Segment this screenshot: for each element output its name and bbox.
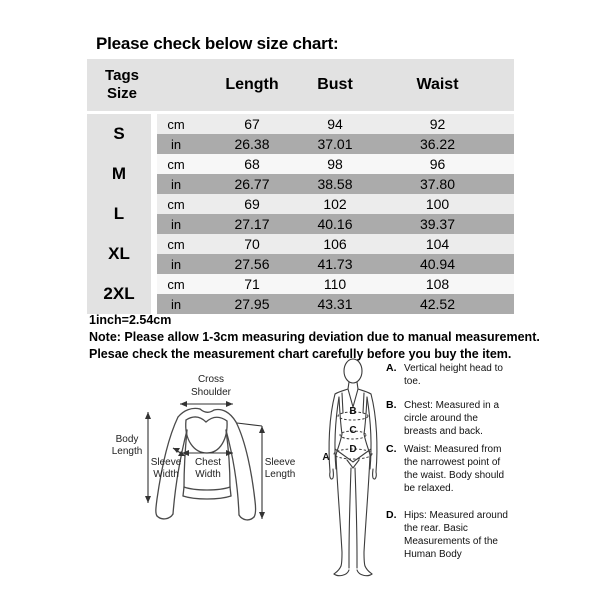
measurement-note-2: Plesae check the measurement chart carefully before you buy the item. (89, 347, 512, 361)
bust-cell: 110 (323, 276, 347, 292)
size-label-xl: XL (108, 244, 130, 263)
marker-d: D (349, 444, 357, 455)
unit-cell: cm (167, 196, 185, 212)
legend-item-b (386, 399, 518, 438)
body-measurement-diagram (316, 357, 396, 579)
waist-cell: 36.22 (419, 136, 456, 152)
unit-cell: in (170, 136, 182, 152)
table-row (157, 254, 514, 274)
bust-cell: 41.73 (317, 256, 353, 272)
length-cell: 27.95 (234, 296, 270, 312)
legend-item-c (386, 443, 518, 495)
header-waist: Waist (416, 76, 459, 93)
body-length-label: Length (111, 446, 143, 457)
length-cell: 26.77 (234, 176, 270, 192)
body-length-label: Body (115, 434, 139, 445)
cross-shoulder-label: Shoulder (190, 387, 232, 398)
length-cell: 27.56 (234, 256, 270, 272)
waist-cell: 39.37 (419, 216, 456, 232)
size-label-m: M (111, 164, 127, 183)
waist-cell: 96 (429, 156, 446, 172)
table-header (87, 59, 514, 111)
table-row (157, 174, 514, 194)
table-row (157, 154, 514, 174)
size-label-s: S (113, 124, 125, 143)
chest-width-arrow (182, 450, 233, 456)
length-cell: 70 (244, 236, 260, 252)
bust-cell: 94 (327, 116, 343, 132)
header-length: Length (225, 76, 279, 93)
unit-cell: in (170, 296, 182, 312)
size-table (87, 59, 514, 314)
legend-text: Chest: Measured in a circle around the breasts and back. (404, 400, 500, 437)
bust-cell: 37.01 (317, 136, 353, 152)
sleeve-width-label: Sleeve (150, 457, 182, 468)
chest-width-label: Chest (194, 457, 222, 468)
legend-letter: A. (386, 362, 397, 374)
waist-cell: 92 (429, 116, 446, 132)
table-row (157, 194, 514, 214)
header-bust: Bust (317, 76, 353, 93)
waist-cell: 37.80 (419, 176, 456, 192)
legend-text: Waist: Measured from the narrowest point of the waist. Body should be relaxed. (404, 444, 505, 494)
unit-cell: cm (167, 116, 185, 132)
legend-text: Hips: Measured around the rear. Basic Measurements of the Human Body (404, 510, 508, 560)
waist-cell: 100 (425, 196, 450, 212)
length-cell: 27.17 (234, 216, 270, 232)
unit-cell: in (170, 176, 182, 192)
table-body (87, 114, 514, 314)
sleeve-length-label: Sleeve (264, 457, 296, 468)
waist-cell: 108 (425, 276, 450, 292)
length-cell: 71 (244, 276, 260, 292)
waist-cell: 42.52 (419, 296, 456, 312)
table-row (157, 294, 514, 314)
bust-cell: 102 (323, 196, 347, 212)
bust-cell: 106 (323, 236, 347, 252)
table-row (157, 274, 514, 294)
table-row (157, 234, 514, 254)
legend-item-a (386, 362, 518, 388)
table-row (157, 134, 514, 154)
unit-cell: in (170, 256, 182, 272)
unit-cell: cm (167, 276, 185, 292)
cross-shoulder-label: Cross (197, 374, 225, 385)
legend-item-d (386, 509, 518, 561)
length-cell: 67 (244, 116, 260, 132)
size-label-2xl: 2XL (103, 284, 135, 303)
measurement-note-1: Note: Please allow 1-3cm measuring deviation due to manual measurement. (89, 330, 540, 344)
header-tags-size: Tags Size (105, 67, 139, 102)
marker-b: B (349, 406, 357, 417)
length-cell: 26.38 (234, 136, 270, 152)
sleeve-length-label: Length (264, 469, 296, 480)
table-row (157, 214, 514, 234)
legend-letter: D. (386, 509, 397, 521)
cross-shoulder-arrow (180, 401, 233, 407)
legend-letter: B. (386, 399, 397, 411)
bust-cell: 40.16 (317, 216, 353, 232)
legend-text: Vertical height head to toe. (404, 363, 503, 387)
marker-a: A (322, 452, 330, 463)
unit-cell: cm (167, 236, 185, 252)
body-outline (329, 359, 377, 576)
conversion-note: 1inch=2.54cm (89, 313, 172, 327)
marker-c: C (349, 425, 357, 436)
page-title: Please check below size chart: (96, 34, 339, 53)
bust-cell: 98 (327, 156, 343, 172)
waist-cell: 104 (425, 236, 450, 252)
legend-letter: C. (386, 443, 397, 455)
sleeve-width-label: Width (153, 469, 179, 480)
unit-cell: cm (167, 156, 185, 172)
table-row (157, 114, 514, 134)
unit-cell: in (170, 216, 182, 232)
bust-cell: 38.58 (317, 176, 353, 192)
size-label-l: L (113, 204, 125, 223)
table-rows (157, 114, 514, 314)
bust-cell: 43.31 (317, 296, 353, 312)
shirt-measurement-diagram (100, 366, 310, 546)
length-cell: 68 (244, 156, 260, 172)
length-cell: 69 (244, 196, 260, 212)
waist-cell: 40.94 (419, 256, 456, 272)
chest-width-label: Width (195, 469, 221, 480)
